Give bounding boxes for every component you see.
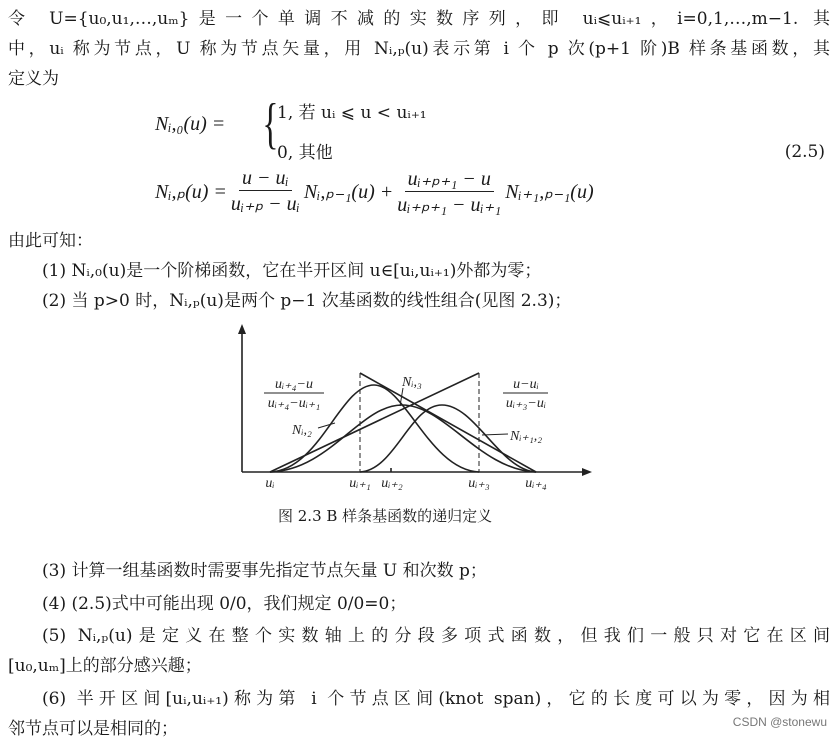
list-item: (6) 半开区间[uᵢ,uᵢ₊₁)称为第 i 个节点区间(knot span)，它的长度可以为零，因为相 — [42, 689, 830, 709]
term1: Nᵢ,ₚ₋₁(u) + — [303, 181, 394, 203]
list-item-continued: [u₀,uₘ]上的部分感兴趣； — [8, 656, 202, 676]
fraction-2 — [397, 166, 501, 217]
tick-label: uᵢ₊₁ — [349, 476, 371, 491]
figure-bspline — [230, 320, 610, 500]
term2: Nᵢ₊₁,ₚ₋₁(u) — [505, 181, 594, 203]
text-line: 定义为 — [8, 69, 59, 89]
text-line: 中，uᵢ 称为节点，U 称为节点矢量，用 Nᵢ,ₚ(u)表示第 i 个 p 次(p+1 阶)B 样条基函数，其 — [8, 39, 830, 59]
frac2-denominator: uᵢ₊ₚ₊₁ − uᵢ₊₁ — [397, 194, 502, 216]
tick-label: uᵢ — [265, 476, 275, 491]
list-item: (5) Nᵢ,ₚ(u)是定义在整个实数轴上的分段多项式函数，但我们一般只对它在区间 — [42, 626, 830, 646]
frac1-numerator: u − uᵢ — [239, 167, 292, 191]
left-frac-den: uᵢ₊₄−uᵢ₊₁ — [267, 396, 321, 411]
leader-line — [318, 423, 335, 428]
eq-lhs-ni0: Nᵢ,₀(u) = — [155, 113, 226, 135]
x-axis-arrow — [582, 468, 592, 476]
list-item: (4) (2.5)式中可能出现 0/0，我们规定 0/0=0； — [42, 594, 407, 614]
eq-recursive — [155, 166, 594, 217]
frac1-denominator: uᵢ₊ₚ − uᵢ — [230, 193, 300, 215]
tick-label: uᵢ₊₂ — [381, 476, 403, 491]
leader-line — [482, 434, 508, 435]
right-frac-num: u−uᵢ — [513, 377, 539, 392]
eq-lhs-nip: Nᵢ,ₚ(u) = — [155, 181, 227, 203]
label-ni12: Nᵢ₊₁,₂ — [510, 429, 543, 444]
watermark: CSDN @stonewu — [732, 715, 827, 729]
frac2-numerator: uᵢ₊ₚ₊₁ − u — [405, 166, 494, 192]
text-line: 由此可知： — [8, 231, 93, 251]
eq-case1: 1, 若 uᵢ ⩽ u < uᵢ₊₁ — [277, 103, 427, 123]
text-line: 令 U={u₀,u₁,…,uₘ}是一个单调不减的实数序列，即 uᵢ⩽uᵢ₊₁，i=0,1,…,m−1. 其 — [8, 9, 830, 29]
list-item-continued: 邻节点可以是相同的； — [8, 719, 178, 739]
equation-number: (2.5) — [784, 142, 825, 162]
brace: { — [262, 93, 279, 155]
list-item: (2) 当 p>0 时，Nᵢ,ₚ(u)是两个 p−1 次基函数的线性组合(见图 2.3)； — [42, 291, 572, 311]
y-axis-arrow — [238, 324, 246, 334]
list-item: (1) Nᵢ,₀(u)是一个阶梯函数，它在半开区间 u∈[uᵢ,uᵢ₊₁)外都为零； — [42, 261, 542, 281]
label-ni2: Nᵢ,₂ — [292, 423, 312, 438]
label-ni3: Nᵢ,₃ — [402, 375, 422, 390]
tick-label: uᵢ₊₃ — [468, 476, 490, 491]
figure-caption: 图 2.3 B 样条基函数的递归定义 — [278, 507, 493, 525]
right-frac-den: uᵢ₊₃−uᵢ — [505, 396, 547, 411]
list-item: (3) 计算一组基函数时需要事先指定节点矢量 U 和次数 p； — [42, 561, 487, 581]
left-frac-num: uᵢ₊₄−u — [275, 377, 313, 392]
tick-label: uᵢ₊₄ — [525, 476, 547, 491]
eq-case2: 0, 其他 — [277, 143, 333, 163]
curve-ni3 — [270, 405, 536, 472]
fraction-1 — [231, 167, 300, 216]
